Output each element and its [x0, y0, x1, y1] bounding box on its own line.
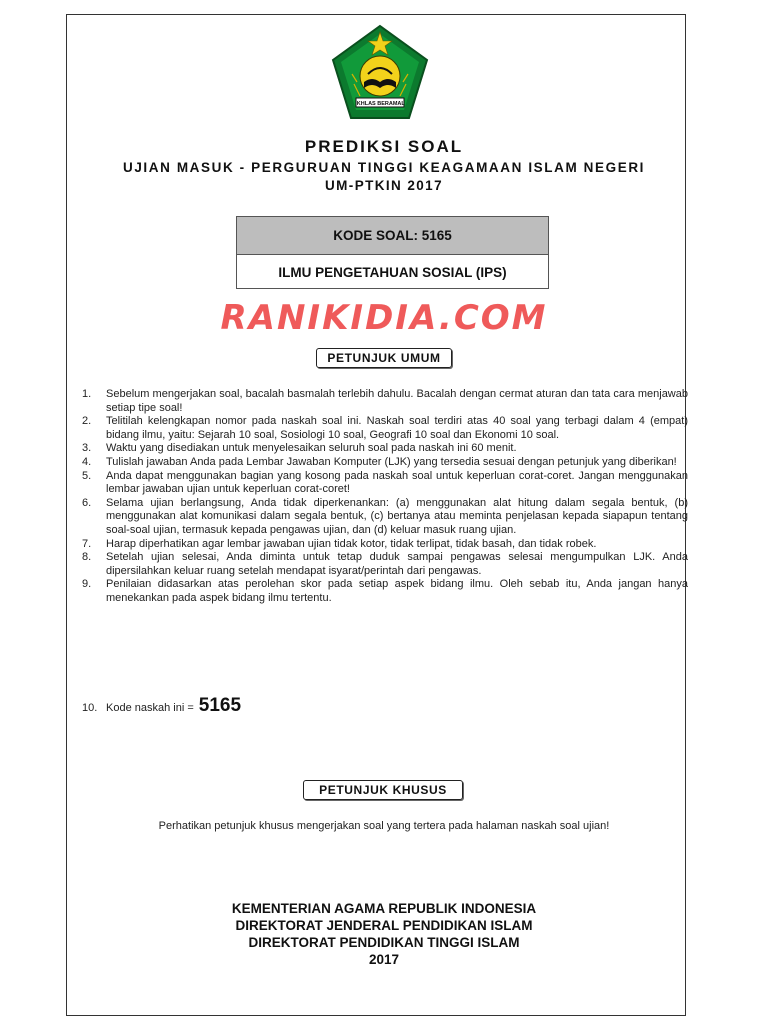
footer-institution	[0, 900, 768, 968]
footer-line-3: DIREKTORAT PENDIDIKAN TINGGI ISLAM	[248, 935, 520, 950]
footer-line-2: DIREKTORAT JENDERAL PENDIDIKAN ISLAM	[235, 918, 533, 933]
list-item: 1. Sebelum mengerjakan soal, bacalah basmalah terlebih dahulu. Bacalah dengan cermat aturan dan tata cara menjawab setiap tipe soal!	[82, 388, 688, 414]
list-item: 6. Selama ujian berlangsung, Anda tidak diperkenankan: (a) menggunakan alat hitung dalam segala bentuk, (b) menggunakan alat komunikasi dalam segala bentuk, (c) bertanya atau meminta penjelasan kepada siapapun tentang soal-soal ujian, termasuk kepada pengawas ujian, dan (d) keluar masuk ruang ujian.	[82, 496, 688, 536]
kode-soal-label: KODE SOAL: 5165	[237, 217, 548, 255]
petunjuk-umum-heading: PETUNJUK UMUM	[316, 348, 452, 368]
list-item: 4. Tulislah jawaban Anda pada Lembar Jawaban Komputer (LJK) yang tersedia sesuai dengan petunjuk yang diberikan!	[82, 455, 677, 468]
kode-naskah-text: Kode naskah ini =	[106, 702, 194, 714]
list-item: 3. Waktu yang disediakan untuk menyelesaikan seluruh soal pada naskah ini 60 menit.	[82, 442, 517, 455]
page-subtitle: UJIAN MASUK - PERGURUAN TINGGI KEAGAMAAN ISLAM NEGERI	[122, 160, 646, 175]
petunjuk-khusus-note: Perhatikan petunjuk khusus mengerjakan soal yang tertera pada halaman naskah soal ujian!	[158, 820, 610, 832]
page-title: PREDIKSI SOAL	[304, 137, 464, 156]
list-item: 5. Anda dapat menggunakan bagian yang kosong pada naskah soal untuk keperluan corat-coret. Jangan menggunakan lembar jawaban ujian untuk keperluan corat-coret!	[82, 469, 688, 496]
petunjuk-khusus-heading: PETUNJUK KHUSUS	[303, 780, 463, 800]
list-item: 2. Telitilah kelengkapan nomor pada naskah soal ini. Naskah soal terdiri atas 40 soal yang terbagi dalam 4 (empat) bidang ilmu, yaitu: Sejarah 10 soal, Sosiologi 10 soal, Geografi 10 soal dan Ekonomi 10 soal.	[82, 415, 688, 441]
logo-text: IKHLAS BERAMAL	[355, 101, 405, 107]
footer-year: 2017	[368, 952, 400, 967]
subject-label: ILMU PENGETAHUAN SOSIAL (IPS)	[278, 265, 507, 280]
general-instructions-list	[82, 388, 688, 606]
exam-name: UM-PTKIN 2017	[325, 178, 443, 193]
kementerian-agama-emblem-icon	[330, 24, 430, 122]
kode-soal-box	[236, 216, 549, 289]
list-item: 7. Harap diperhatikan agar lembar jawaban ujian tidak kotor, tidak terlipat, tidak basah, dan tidak robek.	[82, 537, 597, 550]
watermark: RANIKIDIA.COM	[220, 298, 548, 338]
kode-naskah-value: 5165	[198, 695, 242, 716]
list-item: 9. Penilaian didasarkan atas perolehan skor pada setiap aspek bidang ilmu. Oleh sebab itu, Anda jangan hanya menekankan pada aspek bidang ilmu tertentu.	[82, 578, 688, 604]
kode-naskah-line: 10. Kode naskah ini = 5165	[82, 695, 242, 716]
footer-line-1: KEMENTERIAN AGAMA REPUBLIK INDONESIA	[231, 901, 537, 916]
list-item: 8. Setelah ujian selesai, Anda diminta untuk tetap duduk sampai pengawas selesai mengumpulkan LJK. Anda dipersilahkan keluar ruang setelah mendapat isyarat/perintah dari pengawas.	[82, 551, 688, 577]
